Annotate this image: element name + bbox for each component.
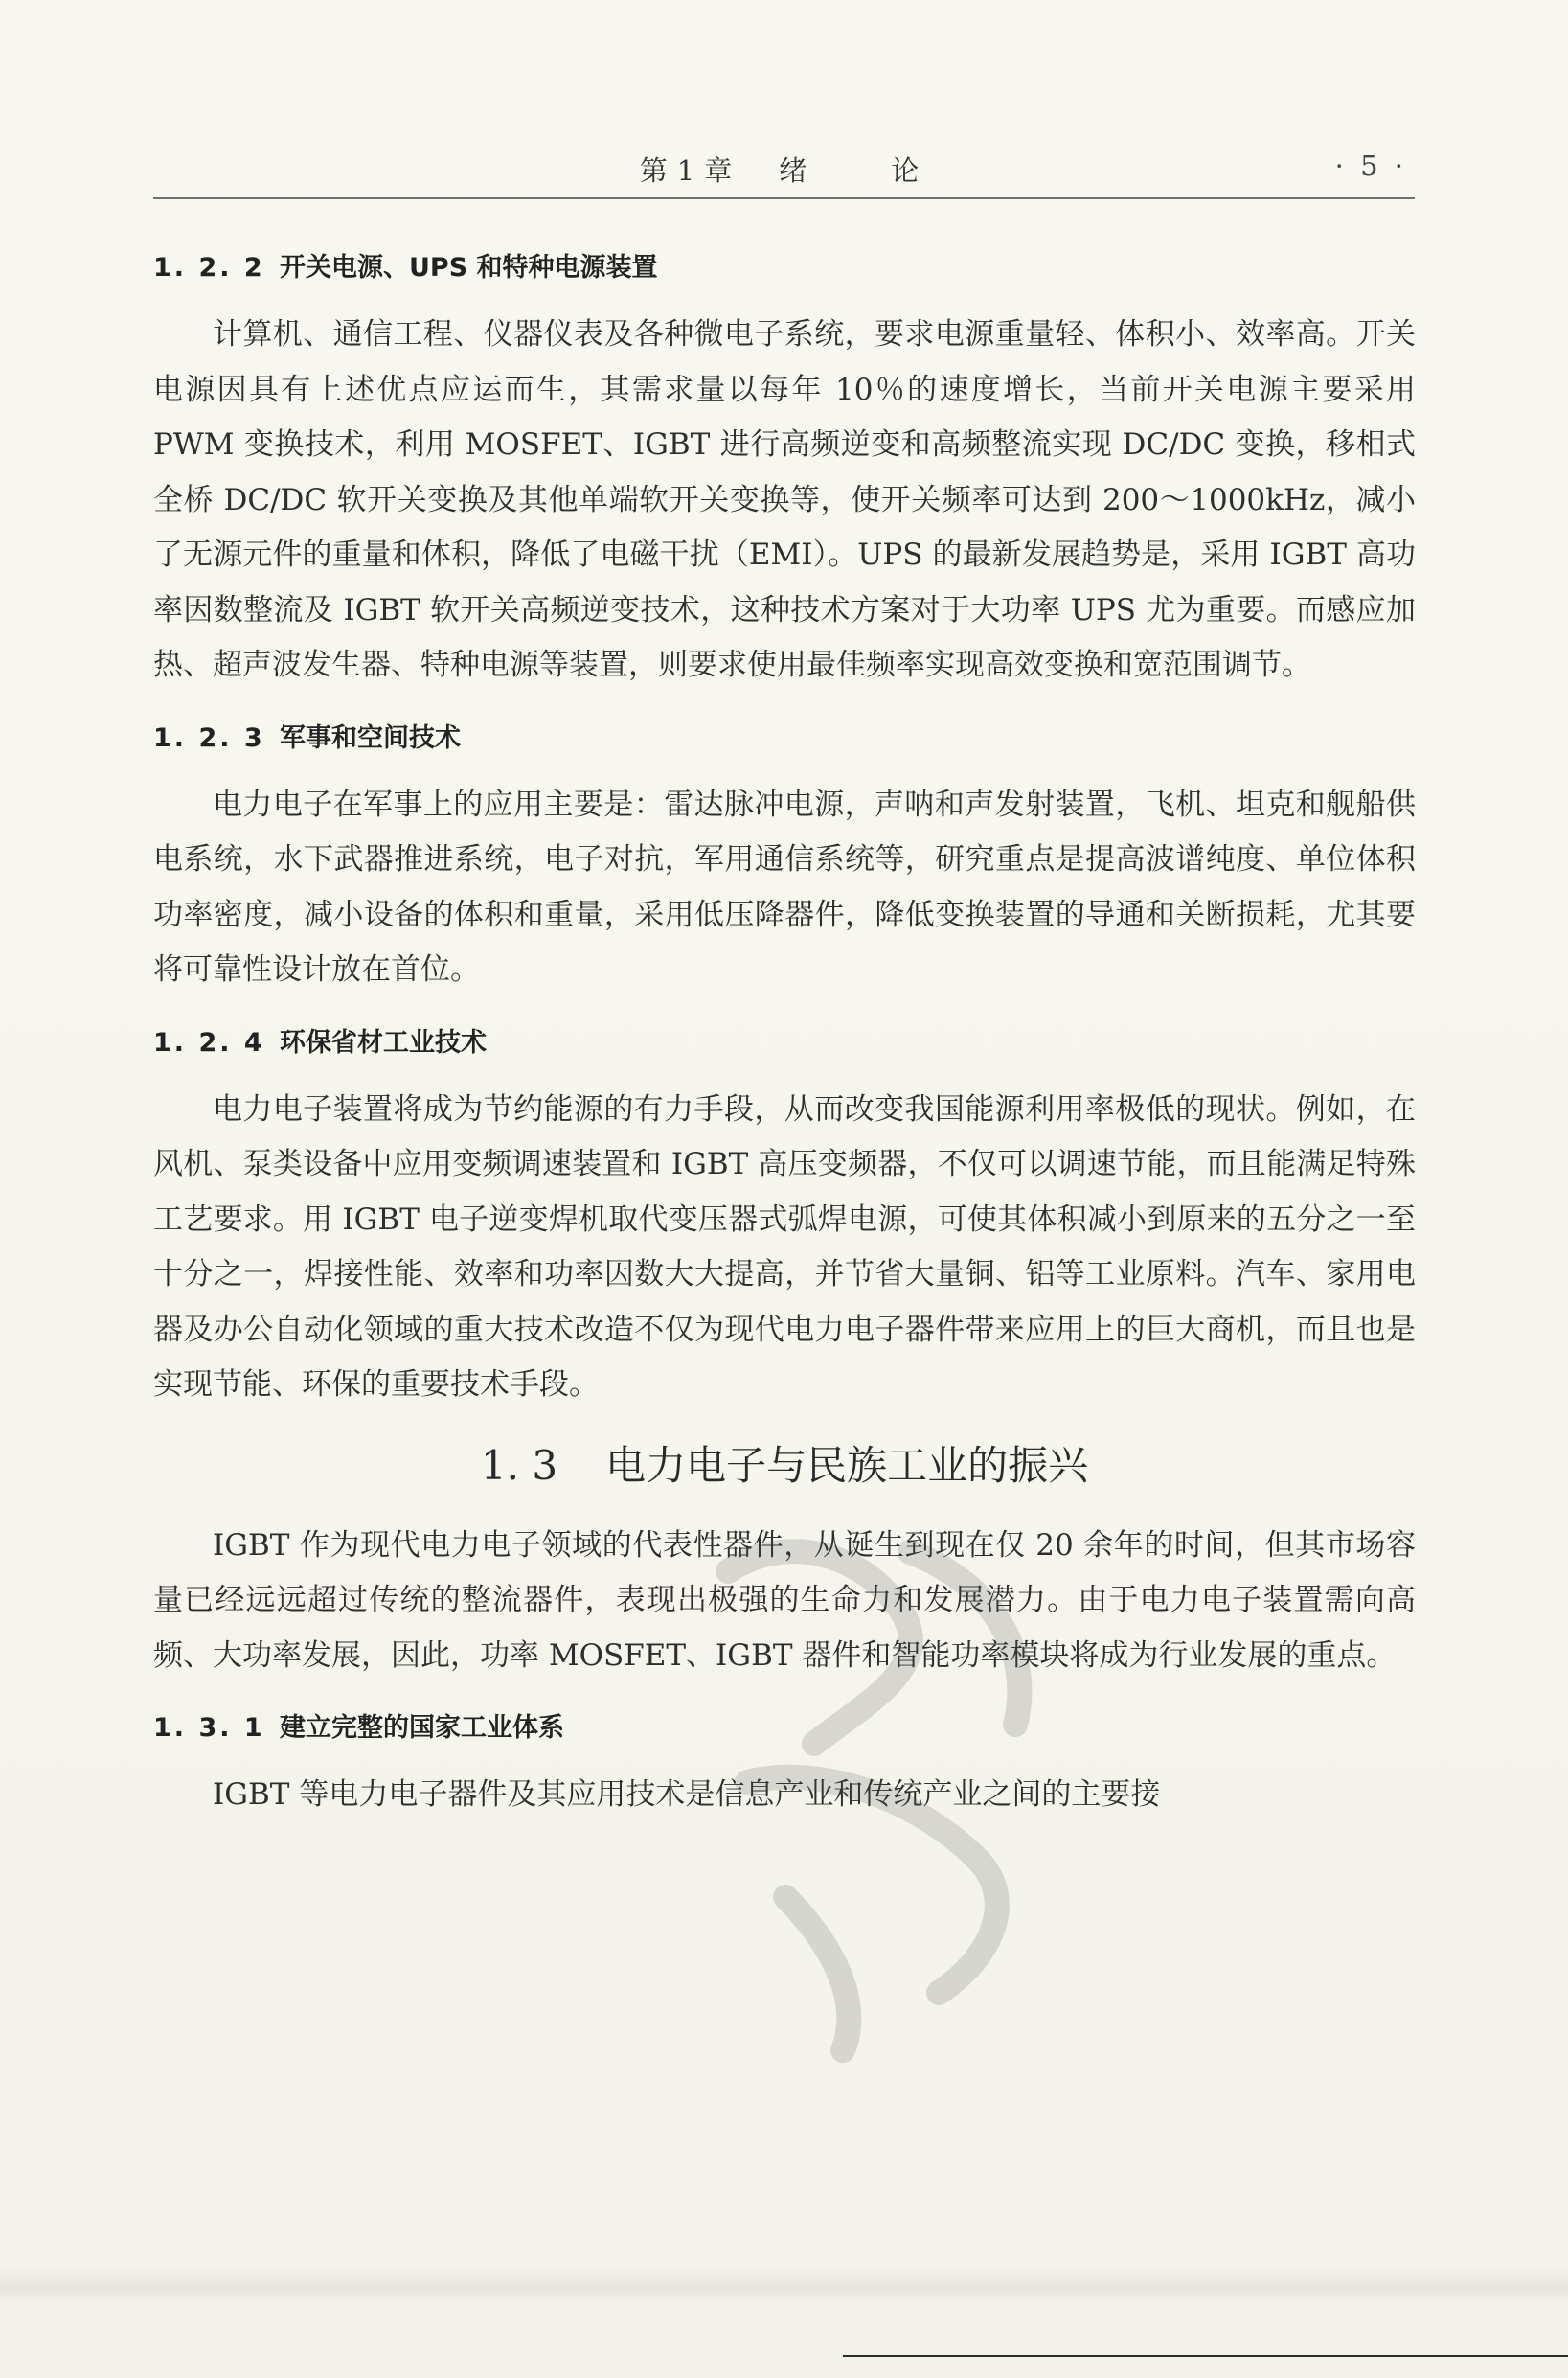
page-body xyxy=(153,244,1416,1823)
subsection-number: 1. 2. 4 xyxy=(153,1027,265,1058)
subsection-number: 1. 3. 1 xyxy=(153,1713,265,1743)
section-heading-1-3 xyxy=(153,1413,1416,1519)
section-number: 1. 3 xyxy=(480,1441,558,1489)
subsection-number: 1. 2. 2 xyxy=(153,253,265,283)
running-header xyxy=(153,144,1415,199)
paragraph-1-3-1: IGBT 等电力电子器件及其应用技术是信息产业和传统产业之间的主要接 xyxy=(213,1777,1161,1812)
page-number: · 5 · xyxy=(1334,149,1407,182)
subsection-heading-1-2-4 xyxy=(153,1019,1416,1067)
subsection-title: 军事和空间技术 xyxy=(280,722,461,753)
subsection-title: 环保省材工业技术 xyxy=(280,1027,487,1058)
scan-fold-shadow xyxy=(0,2266,1568,2304)
subsection-heading-1-2-2 xyxy=(153,244,1416,292)
subsection-title: 开关电源、UPS 和特种电源装置 xyxy=(280,253,658,283)
chapter-title: 第1章 绪 论 xyxy=(639,154,929,187)
subsection-heading-1-2-3 xyxy=(153,715,1416,763)
paragraph-1-2-3: 电力电子在军事上的应用主要是：雷达脉冲电源，声呐和声发射装置，飞机、坦克和舰船供电系统，水下武器推进系统，电子对抗，军用通信系统等，研究重点是提高波谱纯度、单位体积功率密度，减小设备的体积和重量，采用低压降器件，降低变换装置的导通和关断损耗，尤其要将可靠性设计放在首位。 xyxy=(153,787,1416,987)
paragraph-1-2-4: 电力电子装置将成为节约能源的有力手段，从而改变我国能源利用率极低的现状。例如，在风机、泵类设备中应用变频调速装置和 IGBT 高压变频器，不仅可以调速节能，而且能满足特殊工艺要求。用 IGBT 电子逆变焊机取代变压器式弧焊电源，可使其体积减小到原来的五分之一至十分之一，焊接性能、效率和功率因数大大提高，并节省大量铜、铝等工业原料。汽车、家用电器及办公自动化领域的重大技术改造不仅为现代电力电子器件带来应用上的巨大商机，而且也是实现节能、环保的重要技术手段。 xyxy=(153,1091,1416,1402)
paragraph-1-2-2: 计算机、通信工程、仪器仪表及各种微电子系统，要求电源重量轻、体积小、效率高。开关电源因具有上述优点应运而生，其需求量以每年 10％的速度增长，当前开关电源主要采用 PWM 变换技术，利用 MOSFET、IGBT 进行高频逆变和高频整流实现 DC/DC 变换，移相式全桥 DC/DC 软开关变换及其他单端软开关变换等，使开关频率可达到 200～1000kHz，减小了无源元件的重量和体积，降低了电磁干扰（EMI）。UPS 的最新发展趋势是，采用 IGBT 高功率因数整流及 IGBT 软开关高频逆变技术，这种技术方案对于大功率 UPS 尤为重要。而感应加热、超声波发生器、特种电源等装置，则要求使用最佳频率实现高效变换和宽范围调节。 xyxy=(153,317,1416,682)
subsection-title: 建立完整的国家工业体系 xyxy=(280,1713,564,1743)
scan-edge-line xyxy=(843,2355,1568,2357)
paragraph-1-3: IGBT 作为现代电力电子领域的代表性器件，从诞生到现在仅 20 余年的时间，但其市场容量已经远远超过传统的整流器件，表现出极强的生命力和发展潜力。由于电力电子装置需向高频、大功率发展，因此，功率 MOSFET、IGBT 器件和智能功率模块将成为行业发展的重点。 xyxy=(153,1527,1416,1673)
section-title: 电力电子与民族工业的振兴 xyxy=(605,1441,1089,1489)
subsection-heading-1-3-1 xyxy=(153,1704,1416,1752)
subsection-number: 1. 2. 3 xyxy=(153,722,265,753)
